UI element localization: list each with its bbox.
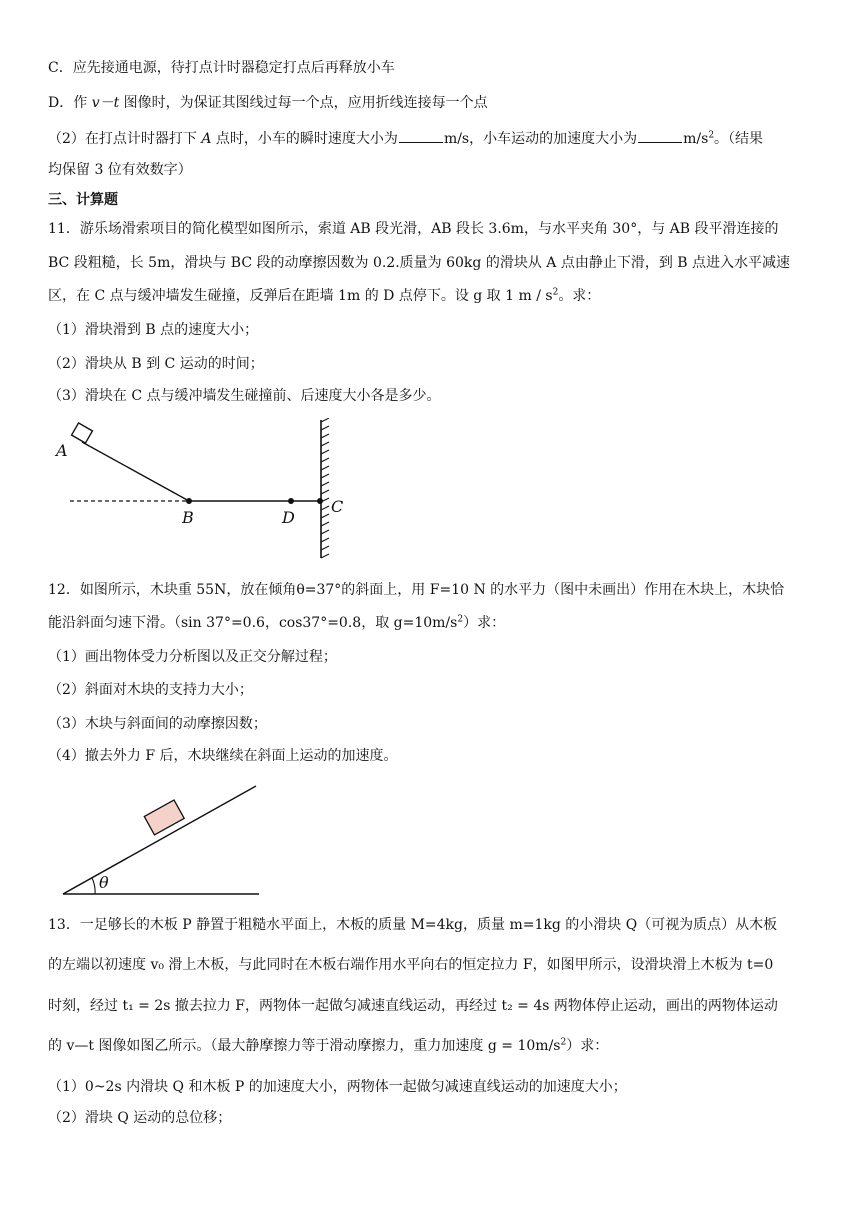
label-b: B	[182, 508, 194, 527]
q11-sub1: （1）滑块滑到 B 点的速度大小；	[48, 322, 259, 338]
q10-part2: （2）在打点计时器打下 A 点时，小车的瞬时速度大小为 m/s，小车运动的加速度大小为 $m/s^2$。（结果	[48, 130, 764, 147]
q13-line2: 的左端以初速度 v₀ 滑上木板，与此同时在木板右端作用水平向右的恒定拉力 F，如图甲所示，设滑块滑上木板为 t=0	[48, 957, 774, 973]
q12-sub2: （2）斜面对木块的支持力大小；	[48, 682, 253, 698]
q13-sub1: （1）0~2s 内滑块 Q 和木板 P 的加速度大小，两物体一起做匀减速直线运动的加速度大小；	[48, 1079, 627, 1095]
q11-sub3: （3）滑块在 C 点与缓冲墙发生碰撞前、后速度大小各是多少。	[48, 388, 441, 404]
q12-figure	[55, 780, 270, 898]
label-d: D	[282, 508, 295, 527]
q11-sub2: （2）滑块从 B 到 C 运动的时间；	[48, 356, 264, 372]
option-d: D．作 v－t 图像时，为保证其图线过每一个点，应用折线连接每一个点	[48, 95, 488, 111]
q12-sub4: （4）撤去外力 F 后，木块继续在斜面上运动的加速度。	[48, 748, 398, 764]
q12-line1: 12．如图所示，木块重 55N，放在倾角θ=37°的斜面上，用 F=10 N 的水平力（图中未画出）作用在木块上，木块恰	[48, 582, 785, 598]
answer-blank-velocity[interactable]	[399, 129, 443, 143]
q11-line2: BC 段粗糙，长 5m，滑块与 BC 段的动摩擦因数为 0.2.质量为 60kg 的滑块从 A 点由静止下滑，到 B 点进入水平减速	[48, 255, 791, 271]
q13-line4: 的 v—t 图像如图乙所示。（最大静摩擦力等于滑动摩擦力，重力加速度 $g = 10m/s^2$）求：	[48, 1037, 609, 1054]
option-c: C．应先接通电源，待打点计时器稳定打点后再释放小车	[48, 60, 395, 76]
q11-figure	[50, 418, 360, 563]
q13-sub2: （2）滑块 Q 运动的总位移；	[48, 1110, 232, 1126]
answer-blank-acceleration[interactable]	[638, 129, 682, 143]
q10-part2-line2: 均保留 3 位有效数字）	[48, 162, 192, 178]
q13-line3: 时刻，经过 t₁ = 2s 撤去拉力 F，两物体一起做匀减速直线运动，再经过 t₂ = 4s 两物体停止运动，画出的两物体运动	[48, 998, 778, 1014]
q11-line3: 区，在 C 点与缓冲墙发生碰撞，反弹后在距墙 1m 的 D 点停下。设 g 取 1 m / $s^2$。求：	[48, 287, 601, 304]
label-a: A	[56, 441, 68, 460]
q12-line2: 能沿斜面匀速下滑。（sin 37°=0.6，cos37°=0.8，取 $g=10m/s^2$）求：	[48, 614, 506, 631]
label-c: C	[331, 497, 344, 516]
q11-line1: 11．游乐场滑索项目的简化模型如图所示，索道 AB 段光滑，AB 段长 3.6m，与水平夹角 30°，与 AB 段平滑连接的	[48, 221, 779, 237]
section-title: 三、计算题	[48, 192, 118, 208]
q12-sub3: （3）木块与斜面间的动摩擦因数；	[48, 716, 267, 732]
theta-label: θ	[99, 873, 109, 892]
q12-sub1: （1）画出物体受力分析图以及正交分解过程；	[48, 649, 337, 665]
q13-line1: 13．一足够长的木板 P 静置于粗糙水平面上，木板的质量 M=4kg，质量 m=1kg 的小滑块 Q（可视为质点）从木板	[48, 917, 778, 933]
